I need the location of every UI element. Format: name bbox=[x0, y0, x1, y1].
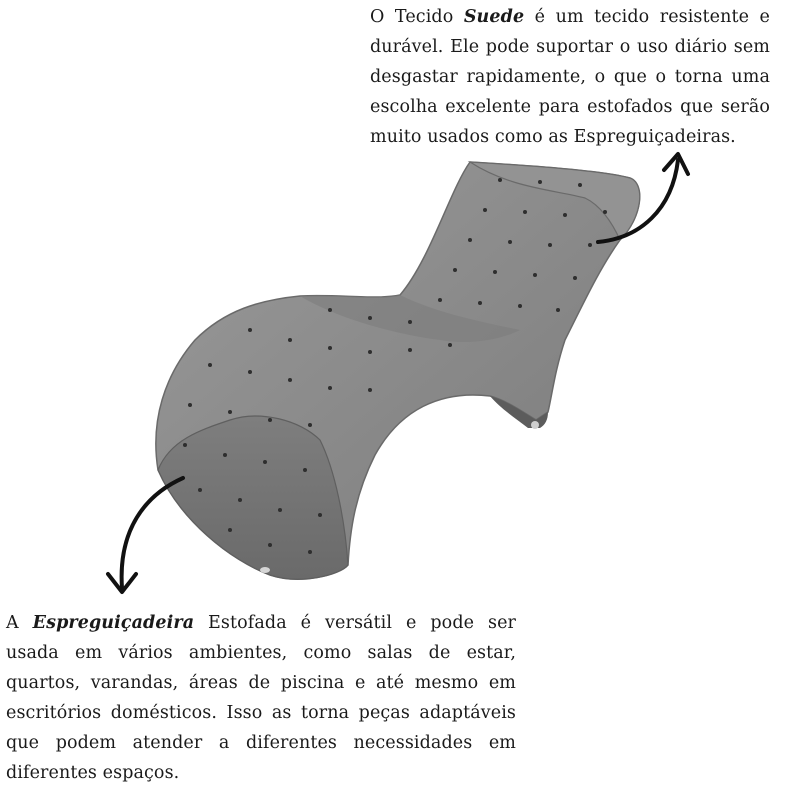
chaise-longue-image bbox=[156, 162, 640, 579]
front-side-panel bbox=[158, 416, 348, 579]
chaise-emphasis: Espreguiçadeira bbox=[32, 613, 195, 633]
chaise-description bbox=[6, 608, 516, 788]
suede-text-before: O Tecido bbox=[370, 7, 464, 27]
chaise-text-after: Estofada é versátil e pode ser usada em vários ambientes, como salas de estar, quartos, varandas, áreas de piscina e até mesmo em escritórios domésticos. Isso as torna peças adaptáveis que podem atender a diferentes necessidades em diferentes espaços. bbox=[6, 613, 517, 783]
foot-glide bbox=[531, 421, 539, 429]
foot-glide-front bbox=[260, 567, 270, 573]
suede-text-after: é um tecido resistente e durável. Ele pode suportar o uso diário sem desgastar rapidamente, o que o torna uma escolha excelente para estofados que serão muito usados como as Espreguiçadeiras. bbox=[370, 7, 770, 147]
suede-description bbox=[370, 2, 770, 152]
chaise-text-before: A bbox=[6, 613, 33, 633]
suede-emphasis: Suede bbox=[463, 7, 525, 27]
